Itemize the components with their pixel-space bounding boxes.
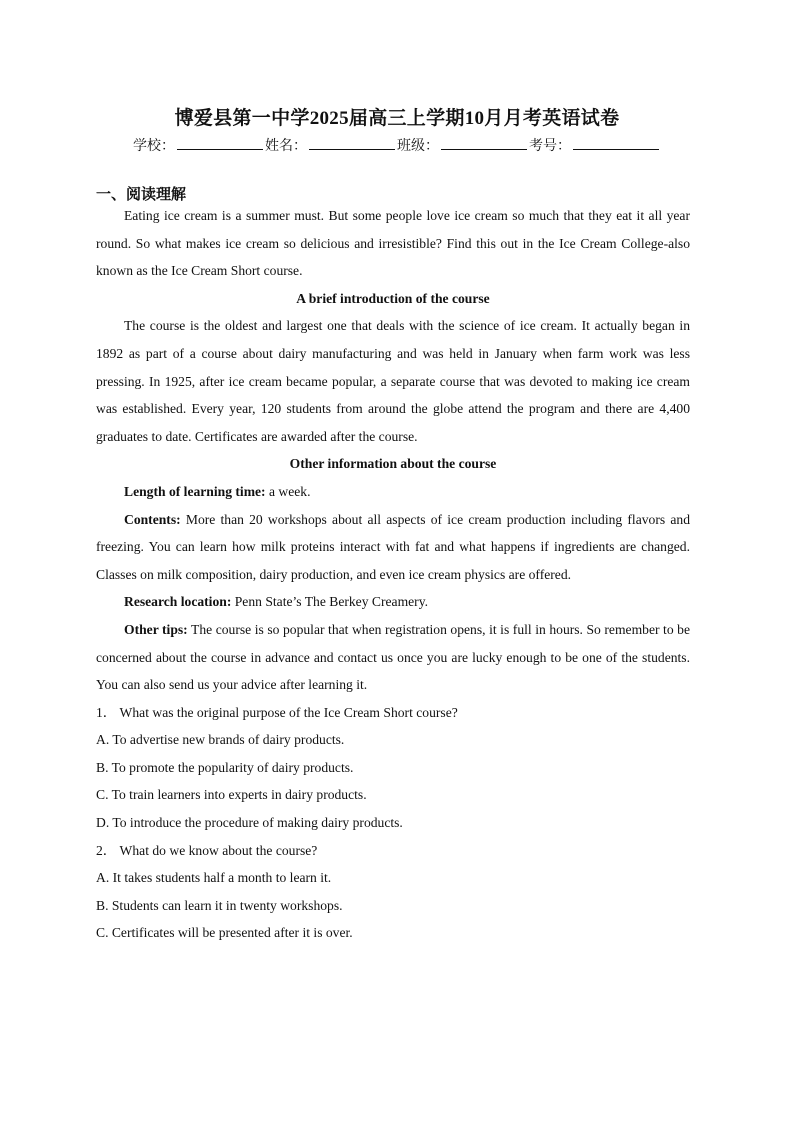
exam-title: 博爱县第一中学2025届高三上学期10月月考英语试卷 (174, 108, 620, 129)
tips-item (96, 616, 690, 699)
location-label: Research location: (124, 594, 232, 610)
option-a[interactable]: A. It takes students half a month to learn it. (96, 870, 332, 886)
school-blank[interactable] (177, 137, 263, 150)
passage-heading-2: Other information about the course (289, 456, 497, 472)
option-b[interactable]: B. Students can learn it in twenty workshops. (96, 897, 343, 913)
option-c[interactable]: C. Certificates will be presented after it is over. (96, 925, 353, 941)
question-stem: 2． What do we know about the course? (96, 842, 318, 858)
length-label: Length of learning time: (124, 483, 266, 499)
name-blank[interactable] (309, 137, 395, 150)
name-label: 姓名： (265, 139, 307, 154)
contents-item (96, 506, 690, 589)
tips-label: Other tips: (124, 621, 188, 637)
length-item (96, 478, 690, 506)
passage-para-1: The course is the oldest and largest one that deals with the science of ice cream. It actually began in 1892 as part of a course about dairy manufacturing and was held in January when farm work was less pressing. In 1925, after ice cream became popular, a separate course that was devoted to making ice cream was established. Every year, 120 students from around the globe attend the program and there are 4,400 graduates to date. Certificates are awarded after the course. (96, 318, 690, 444)
location-item (96, 588, 690, 616)
option-b[interactable]: B. To promote the popularity of dairy products. (96, 759, 354, 775)
passage-intro: Eating ice cream is a summer must. But some people love ice cream so much that they eat it all year round. So what makes ice cream so delicious and irresistible? Find this out in the Ice Cream College-also known as the Ice Cream Short course. (96, 208, 690, 279)
student-info-line (0, 135, 794, 155)
section-title: 一、阅读理解 (96, 187, 187, 203)
number-label: 考号： (529, 139, 571, 154)
passage-heading-1: A brief introduction of the course (296, 290, 490, 306)
tips-value: The course is so popular that when registration opens, it is full in hours. So remember to be concerned about the course in advance and contact us once you are lucky enough to be one of the students. You can also send us your advice after learning it. (96, 621, 691, 693)
contents-value: More than 20 workshops about all aspects of ice cream production including flavors and freezing. You can learn how milk proteins interact with fat and what happens if ingredients are changed. Classes on milk composition, dairy production, and even ice cream physics are offered. (96, 511, 690, 582)
school-label: 学校： (133, 139, 175, 154)
question-stem: 1． What was the original purpose of the Ice Cream Short course? (96, 704, 458, 720)
option-a[interactable]: A. To advertise new brands of dairy products. (96, 732, 345, 748)
option-d[interactable]: D. To introduce the procedure of making dairy products. (96, 815, 403, 831)
number-blank[interactable] (573, 137, 659, 150)
class-blank[interactable] (441, 137, 527, 150)
option-c[interactable]: C. To train learners into experts in dairy products. (96, 787, 367, 803)
reading-passage (96, 202, 690, 947)
contents-label: Contents: (124, 511, 181, 527)
location-value: Penn State’s The Berkey Creamery. (231, 594, 429, 610)
length-value: a week. (265, 483, 311, 499)
class-label: 班级： (397, 139, 439, 154)
